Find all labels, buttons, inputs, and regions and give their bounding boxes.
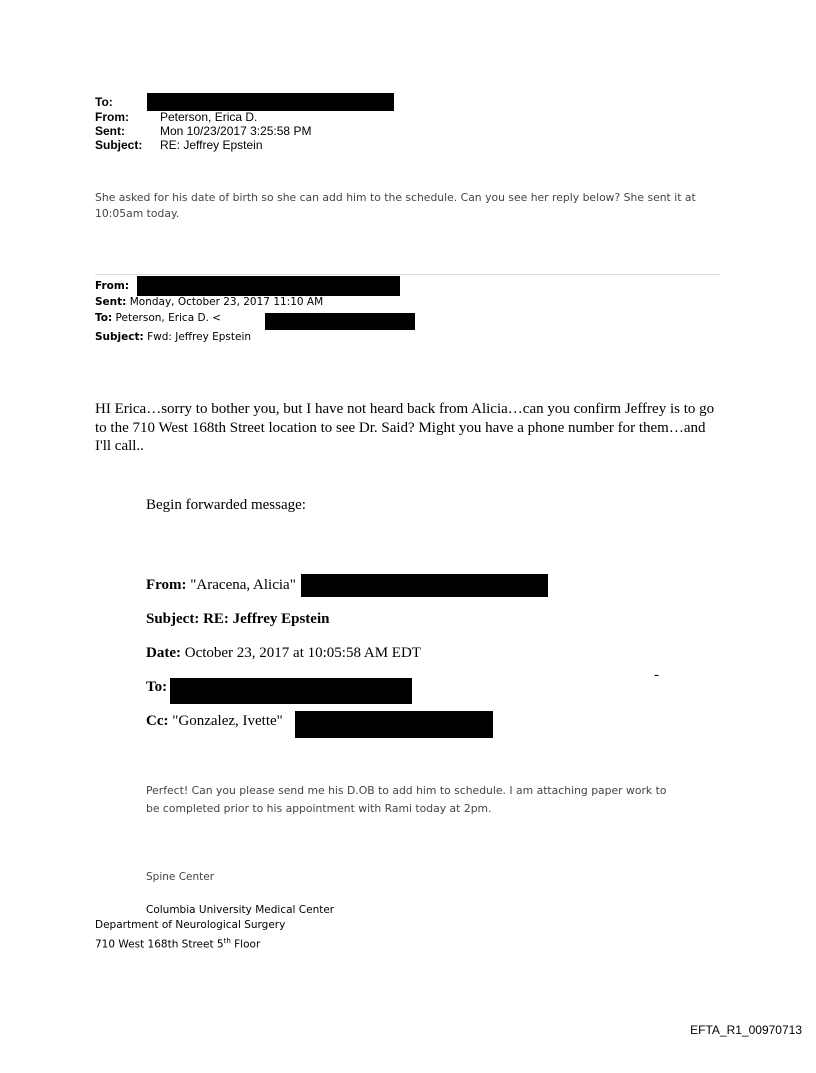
orig-cc-row: Cc: "Gonzalez, Ivette" bbox=[146, 713, 283, 729]
redaction-fwd-to bbox=[265, 313, 415, 330]
signature-department: Department of Neurological Surgery bbox=[95, 919, 286, 931]
orig-to-row: To: bbox=[146, 679, 168, 695]
from-row: From: Peterson, Erica D. bbox=[95, 110, 258, 124]
orig-from-row: From: "Aracena, Alicia" bbox=[146, 574, 548, 597]
signature-columbia: Columbia University Medical Center bbox=[146, 904, 335, 916]
redaction-orig-cc bbox=[295, 711, 493, 738]
fwd-to-row: To: Peterson, Erica D. < bbox=[95, 312, 222, 324]
fwd-body: HI Erica…sorry to bother you, but I have not heard back from Alicia…can you confirm Jeffrey is to go to the 710 West 168th Street location to see Dr. Said? Might you have a phone number for them…and I'll call.. bbox=[95, 401, 715, 454]
redaction-to bbox=[147, 93, 394, 111]
signature-address: 710 West 168th Street 5th Floor bbox=[95, 937, 261, 951]
orig-date-row: Date: October 23, 2017 at 10:05:58 AM EDT bbox=[146, 645, 421, 661]
orig-subject-row: Subject: RE: Jeffrey Epstein bbox=[146, 611, 330, 627]
divider bbox=[95, 274, 720, 275]
redaction-orig-from bbox=[301, 574, 548, 597]
stray-mark: - bbox=[654, 667, 659, 683]
fwd-sent-row: Sent: Monday, October 23, 2017 11:10 AM bbox=[95, 296, 324, 308]
subject-row: Subject: RE: Jeffrey Epstein bbox=[95, 138, 263, 152]
orig-body: Perfect! Can you please send me his D.OB to add him to schedule. I am attaching paper work to be completed prior to his appointment with Rami today at 2pm. bbox=[146, 784, 667, 815]
redaction-orig-to bbox=[170, 678, 412, 704]
signature-spine-center: Spine Center bbox=[146, 871, 215, 883]
begin-forwarded: Begin forwarded message: bbox=[146, 497, 306, 513]
fwd-from-row: From: bbox=[95, 280, 130, 292]
redaction-fwd-from bbox=[137, 276, 400, 296]
document-id: EFTA_R1_00970713 bbox=[690, 1023, 802, 1037]
sent-row: Sent: Mon 10/23/2017 3:25:58 PM bbox=[95, 124, 312, 138]
to-label: To: bbox=[95, 95, 113, 109]
reply-body: She asked for his date of birth so she can add him to the schedule. Can you see her reply below? She sent it at 10:05am today. bbox=[95, 191, 696, 220]
fwd-subject-row: Subject: Fwd: Jeffrey Epstein bbox=[95, 331, 252, 343]
